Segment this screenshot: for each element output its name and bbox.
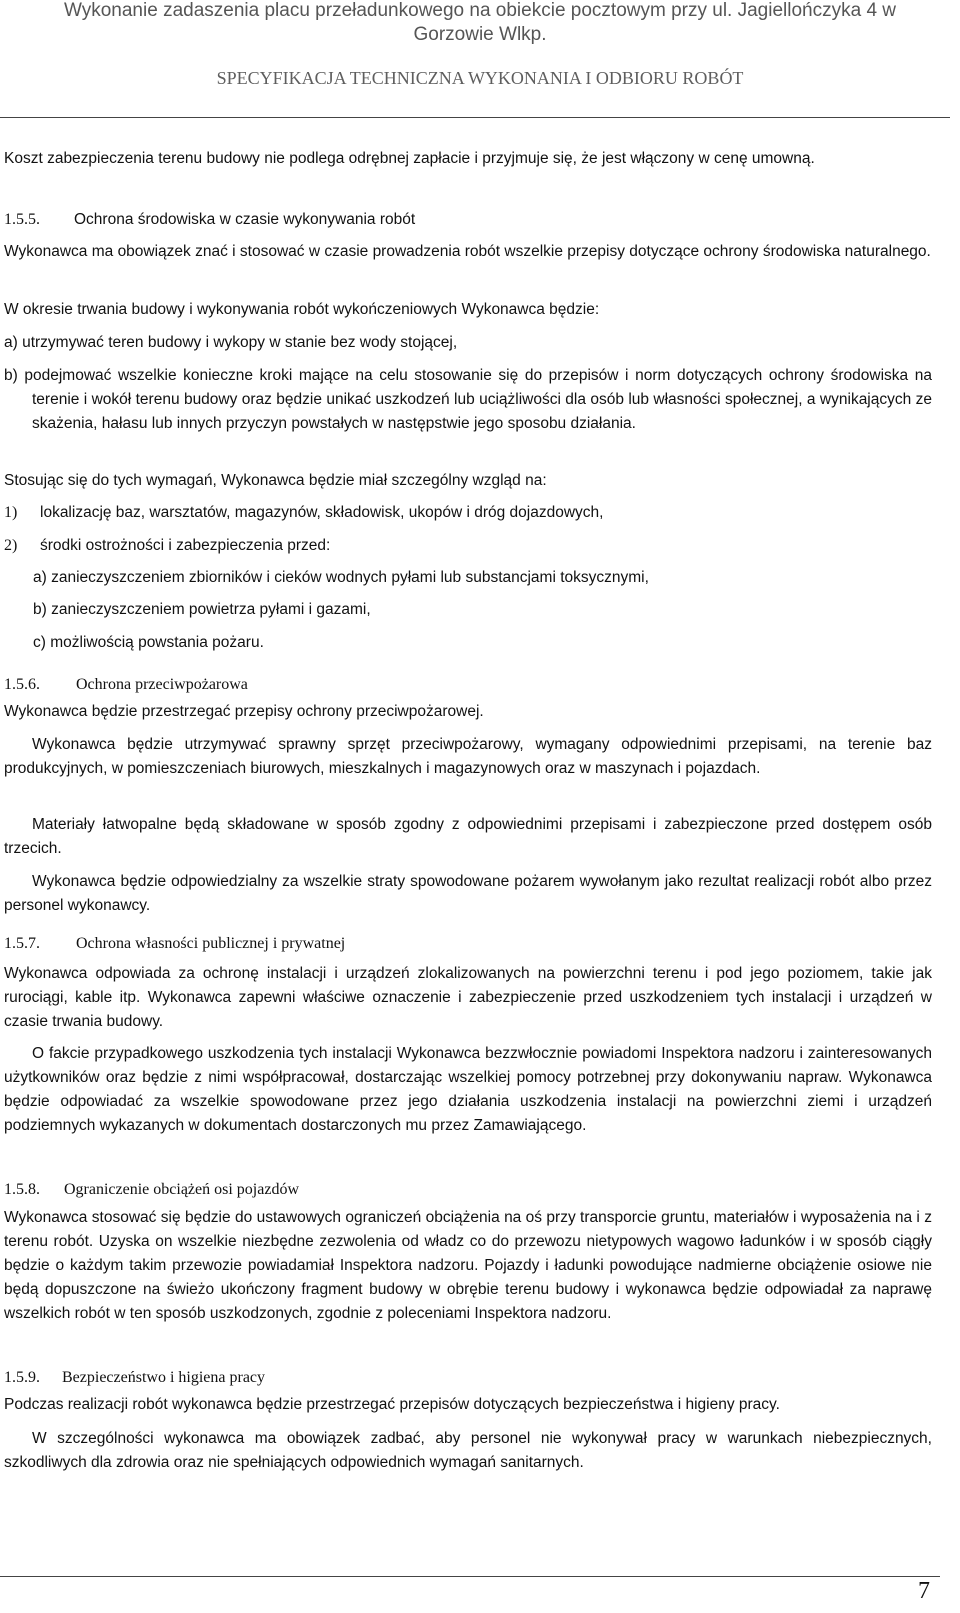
footer-divider [0,1576,940,1577]
section-155-item-b-text: b) podejmować wszelkie konieczne kroki mające na celu stosowanie się do przepisów i norm dotyczących ochrony środowiska na terenie i wokół terenu budowy oraz będzie unikać uszkodzeń lub uciążliwości dla osób lub własności społecznej, a wynikających ze skażenia, hałasu lub innych przyczyn powstałych w następstwie jego sposobu działania. [4,367,932,432]
sub-item-a: a) zanieczyszczeniem zbiorników i cieków wodnych pyłami lub substancjami toksycznymi, [33,569,649,586]
section-155-p3: Stosując się do tych wymagań, Wykonawca będzie miał szczególny wzgląd na: [4,472,547,489]
section-159-title: Bezpieczeństwo i higiena pracy [62,1369,266,1386]
section-155-number: 1.5.5. [4,211,40,228]
page-number: 7 [918,1578,930,1604]
section-155-item-b [4,364,932,436]
header-subtitle: SPECYFIKACJA TECHNICZNA WYKONANIA I ODBIORU ROBÓT [216,68,744,88]
section-156-p3: Materiały łatwopalne będą składowane w sposób zgodny z odpowiednimi przepisami i zabezpieczone przed dostępem osób trzecich. [4,816,932,857]
header-divider [0,117,950,118]
section-159-p2: W szczególności wykonawca ma obowiązek zadbać, aby personel nie wykonywał pracy w warunkach niebezpiecznych, szkodliwych dla zdrowia oraz nie spełniających odpowiednich wymagań sanitarnych. [4,1430,932,1471]
section-156-p2: Wykonawca będzie utrzymywać sprawny sprzęt przeciwpożarowy, wymagany odpowiednimi przepisami, na terenie baz produkcyjnych, w pomieszczeniach biurowych, mieszkalnych i magazynowych oraz w maszynach i pojazdach. [4,736,932,777]
section-157-p2: O fakcie przypadkowego uszkodzenia tych instalacji Wykonawca bezzwłocznie powiadomi Inspektora nadzoru i zainteresowanych użytkowników oraz będzie z nimi współpracował, dostarczając wszelkiej pomocy potrzebnej przy dokonywaniu napraw. Wykonawca będzie odpowiadać za wszelkie spowodowane przez jego działania uszkodzenia instalacji na powierzchni ziemi i urządzeń podziemnych wykazanych w dokumentach dostarczonych mu przez Zamawiającego. [4,1045,932,1134]
section-157-p1: Wykonawca odpowiada za ochronę instalacji i urządzeń zlokalizowanych na powierzchni terenu i pod jego poziomem, takie jak rurociągi, kable itp. Wykonawca zapewni właściwe oznaczenie i zabezpieczenie przed uszkodzeniem tych instalacji i urządzeń w czasie trwania budowy. [4,965,932,1030]
section-156-p1: Wykonawca będzie przestrzegać przepisy ochrony przeciwpożarowej. [4,703,484,720]
section-155-p2: W okresie trwania budowy i wykonywania robót wykończeniowych Wykonawca będzie: [4,301,600,318]
section-156-p4: Wykonawca będzie odpowiedzialny za wszelkie straty spowodowane pożarem wywołanym jako rezultat realizacji robót albo przez personel wykonawcy. [4,873,932,914]
section-156-number: 1.5.6. [4,676,40,693]
section-156-title: Ochrona przeciwpożarowa [76,676,248,693]
section-159-p1: Podczas realizacji robót wykonawca będzie przestrzegać przepisów dotyczących bezpieczeństwa i higieny pracy. [4,1396,780,1413]
sub-item-b: b) zanieczyszczeniem powietrza pyłami i gazami, [33,601,371,618]
section-157-number: 1.5.7. [4,935,40,952]
list-item-2: środki ostrożności i zabezpieczenia przed: [40,537,331,554]
list-item-1-number: 1) [4,504,18,521]
header-title-line1: Wykonanie zadaszenia placu przeładunkowego na obiekcie pocztowym przy ul. Jagiellończyka 4 w [63,0,897,21]
list-item-2-number: 2) [4,537,18,554]
section-158-number: 1.5.8. [4,1181,40,1198]
section-155-p1: Wykonawca ma obowiązek znać i stosować w czasie prowadzenia robót wszelkie przepisy dotyczące ochrony środowiska naturalnego. [4,243,931,260]
intro-paragraph: Koszt zabezpieczenia terenu budowy nie podlega odrębnej zapłacie i przyjmuje się, że jest włączony w cenę umowną. [4,150,815,167]
header-title-line2: Gorzowie Wlkp. [413,24,547,45]
section-157-title: Ochrona własności publicznej i prywatnej [76,935,346,952]
section-158-p1: Wykonawca stosować się będzie do ustawowych ograniczeń obciążenia na oś przy transporcie gruntu, materiałów i wyposażenia na i z terenu robót. Uzyska on wszelkie niezbędne zezwolenia od władz co do przewozu nietypowych wagowo ładunków i w sposób ciągły będzie o każdym takim przewozie powiadamiał Inspektora nadzoru. Pojazdy i ładunki powodujące nadmierne obciążenie osiowe nie będą dopuszczone na świeżo ukończony fragment budowy w obrębie terenu budowy i wykonawca będzie odpowiadał za naprawę wszelkich robót w ten sposób uszkodzonych, zgodnie z poleceniami Inspektora nadzoru. [4,1209,932,1322]
section-158-title: Ograniczenie obciążeń osi pojazdów [64,1181,300,1198]
section-155-title: Ochrona środowiska w czasie wykonywania robót [74,211,416,228]
list-item-1: lokalizację baz, warsztatów, magazynów, składowisk, ukopów i dróg dojazdowych, [40,504,604,521]
section-159-number: 1.5.9. [4,1369,40,1386]
section-155-item-a: a) utrzymywać teren budowy i wykopy w stanie bez wody stojącej, [4,334,458,351]
sub-item-c: c) możliwością powstania pożaru. [33,634,264,651]
